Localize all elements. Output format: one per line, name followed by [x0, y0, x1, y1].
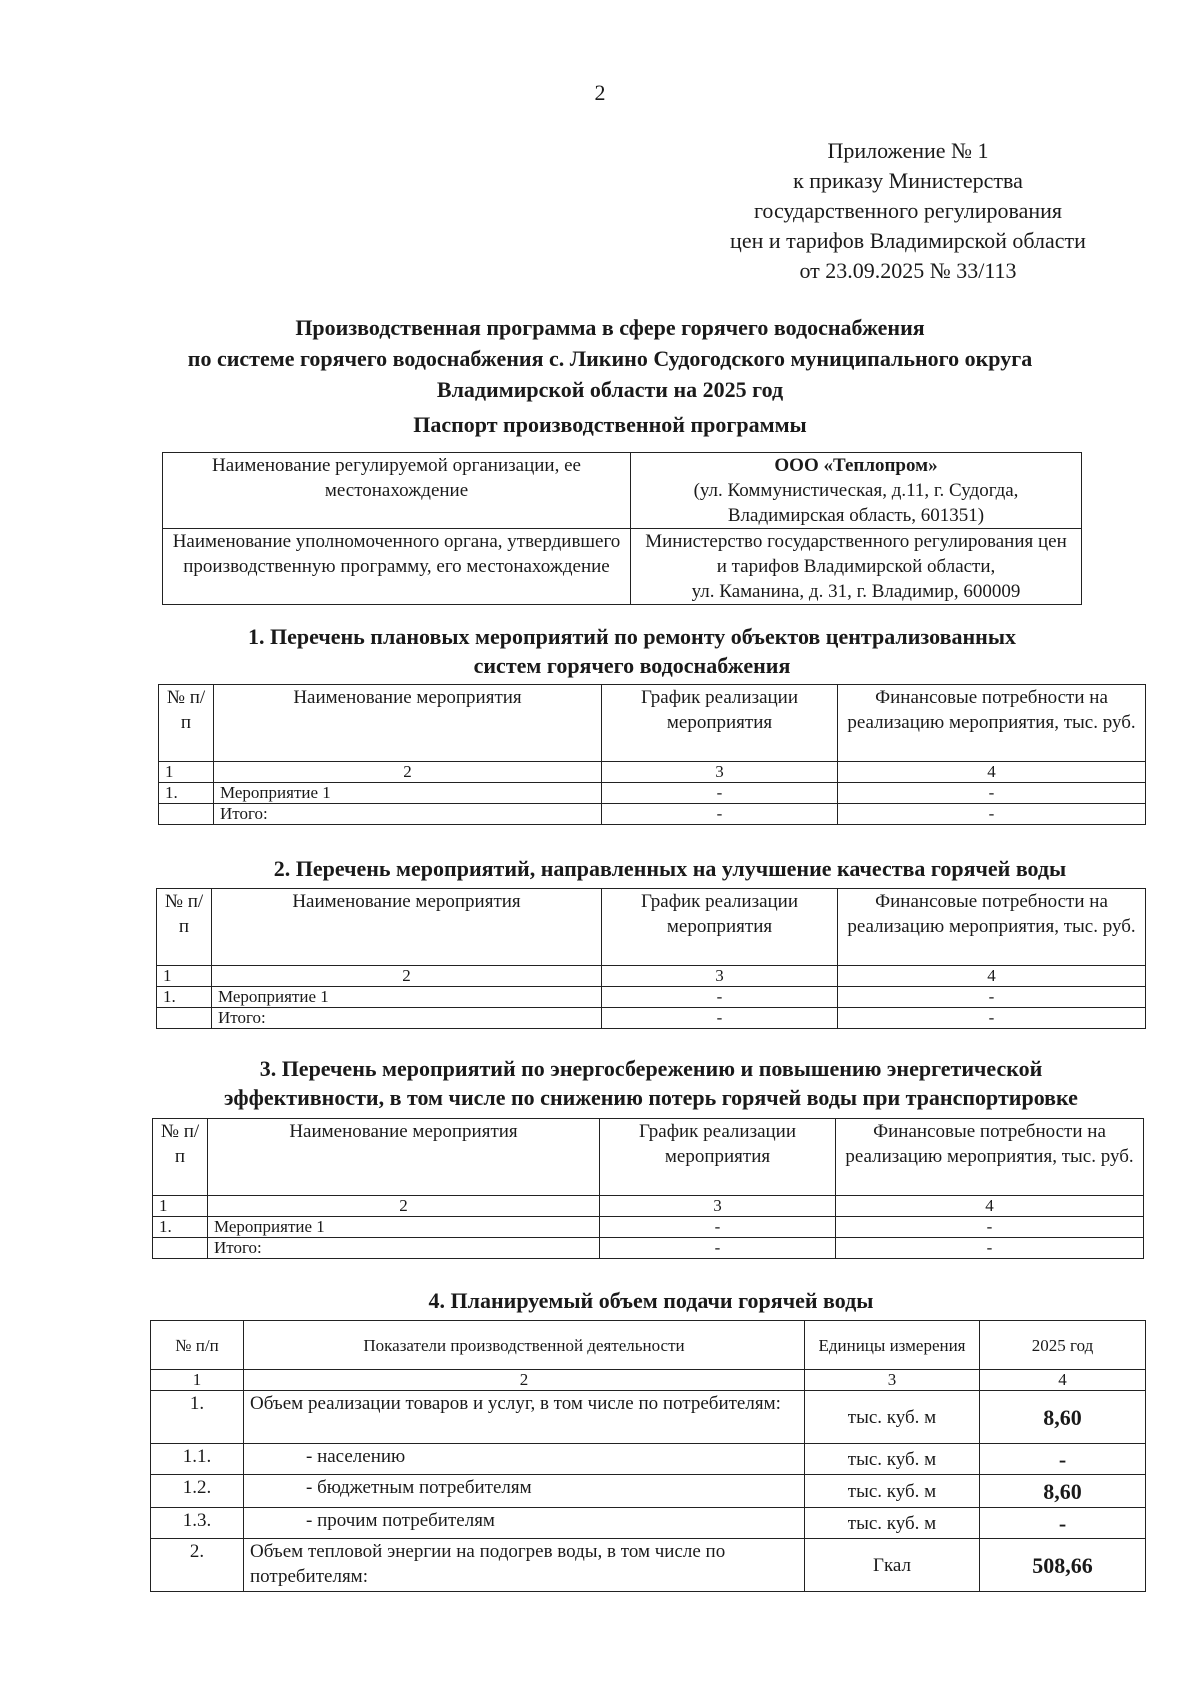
row-indicator: Объем реализации товаров и услуг, в том числе по потребителям:	[244, 1391, 805, 1444]
total-schedule: -	[602, 804, 838, 825]
col-name-header: Наименование мероприятия	[208, 1119, 600, 1196]
total-finance: -	[836, 1238, 1144, 1259]
col-name-header: Наименование мероприятия	[212, 889, 602, 966]
appendix-line: государственного регулирования	[753, 198, 1063, 223]
header-row	[153, 1119, 1144, 1196]
col-index: 4	[838, 966, 1146, 987]
row-unit: тыс. куб. м	[805, 1475, 980, 1508]
row-schedule: -	[602, 783, 838, 804]
row-value: 8,60	[980, 1475, 1146, 1508]
appendix-line: Приложение № 1	[827, 138, 989, 163]
row-indicator: - населению	[244, 1444, 805, 1475]
table-row	[157, 987, 1146, 1008]
col-index: 1	[157, 966, 212, 987]
row-indicator: Объем тепловой энергии на подогрев воды, в том числе по потребителям:	[244, 1539, 805, 1592]
row-finance: -	[838, 783, 1146, 804]
row-indicator: - прочим потребителям	[244, 1508, 805, 1539]
col-index: 1	[159, 762, 214, 783]
total-schedule: -	[602, 1008, 838, 1029]
col-num-header: № п/п	[153, 1119, 208, 1196]
section-title-line: систем горячего водоснабжения	[473, 653, 791, 678]
passport-value	[631, 453, 1082, 529]
row-unit: тыс. куб. м	[805, 1391, 980, 1444]
col-schedule-header: График реализации мероприятия	[602, 889, 838, 966]
row-num: 1.2.	[151, 1475, 244, 1508]
table-row	[151, 1539, 1146, 1592]
table-row	[153, 1217, 1144, 1238]
row-unit: тыс. куб. м	[805, 1444, 980, 1475]
column-number-row	[157, 966, 1146, 987]
row-value: 8,60	[980, 1391, 1146, 1444]
col-index: 2	[214, 762, 602, 783]
table-row	[151, 1391, 1146, 1444]
row-schedule: -	[602, 987, 838, 1008]
header-row	[151, 1321, 1146, 1370]
col-finance-header: Финансовые потребности на реализацию мероприятия, тыс. руб.	[838, 685, 1146, 762]
row-unit: тыс. куб. м	[805, 1508, 980, 1539]
org-address: (ул. Коммунистическая, д.11, г. Судогда,	[693, 480, 1019, 501]
row-num: 2.	[151, 1539, 244, 1592]
section4-table	[150, 1320, 1146, 1592]
row-num: 1.	[157, 987, 212, 1008]
passport-label: Наименование уполномоченного органа, утвердившего производственную программу, его местонахождение	[163, 529, 631, 605]
title-line: Владимирской области на 2025 год	[436, 377, 784, 402]
column-number-row	[159, 762, 1146, 783]
col-index: 3	[602, 762, 838, 783]
col-index: 4	[838, 762, 1146, 783]
col-schedule-header: График реализации мероприятия	[600, 1119, 836, 1196]
col-index: 4	[980, 1370, 1146, 1391]
appendix-line: от 23.09.2025 № 33/113	[799, 258, 1017, 283]
table-row	[151, 1444, 1146, 1475]
page-number: 2	[594, 80, 606, 105]
row-num: 1.	[151, 1391, 244, 1444]
section3-title	[156, 1054, 1146, 1112]
authority-line: Министерство государственного регулирования цен	[645, 531, 1067, 552]
passport-table	[162, 452, 1082, 605]
passport-value	[631, 529, 1082, 605]
passport-label: Наименование регулируемой организации, ее местонахождение	[163, 453, 631, 529]
col-index: 1	[151, 1370, 244, 1391]
section4-title: 4. Планируемый объем подачи горячей воды	[428, 1288, 874, 1313]
column-number-row	[153, 1196, 1144, 1217]
col-schedule-header: График реализации мероприятия	[602, 685, 838, 762]
total-schedule: -	[600, 1238, 836, 1259]
total-row	[153, 1238, 1144, 1259]
row-finance: -	[836, 1217, 1144, 1238]
col-index: 3	[600, 1196, 836, 1217]
section1-title	[162, 622, 1102, 680]
appendix-block	[678, 136, 1138, 286]
section-title-line: 3. Перечень мероприятий по энергосбережению и повышению энергетической	[259, 1056, 1043, 1081]
total-label: Итого:	[208, 1238, 600, 1259]
section-title-line: 1. Перечень плановых мероприятий по ремонту объектов централизованных	[248, 624, 1016, 649]
row-value: -	[980, 1444, 1146, 1475]
col-year-header: 2025 год	[980, 1321, 1146, 1370]
row-num	[159, 804, 214, 825]
passport-row	[163, 453, 1082, 529]
col-index: 3	[602, 966, 838, 987]
header-row	[157, 889, 1146, 966]
total-row	[157, 1008, 1146, 1029]
row-name: Мероприятие 1	[214, 783, 602, 804]
org-name: ООО «Теплопром»	[774, 455, 938, 476]
table-row	[159, 783, 1146, 804]
total-finance: -	[838, 804, 1146, 825]
col-index: 1	[153, 1196, 208, 1217]
row-num: 1.	[153, 1217, 208, 1238]
org-address: Владимирская область, 601351)	[727, 505, 985, 526]
row-schedule: -	[600, 1217, 836, 1238]
total-finance: -	[838, 1008, 1146, 1029]
total-label: Итого:	[214, 804, 602, 825]
total-label: Итого:	[212, 1008, 602, 1029]
appendix-line: к приказу Министерства	[793, 168, 1023, 193]
passport-heading: Паспорт производственной программы	[413, 412, 807, 437]
row-name: Мероприятие 1	[208, 1217, 600, 1238]
row-num: 1.	[159, 783, 214, 804]
appendix-line: цен и тарифов Владимирской области	[730, 228, 1086, 253]
col-index: 2	[212, 966, 602, 987]
col-indicator-header: Показатели производственной деятельности	[244, 1321, 805, 1370]
col-name-header: Наименование мероприятия	[214, 685, 602, 762]
column-number-row	[151, 1370, 1146, 1391]
row-num: 1.3.	[151, 1508, 244, 1539]
section-title-line: эффективности, в том числе по снижению потерь горячей воды при транспортировке	[224, 1085, 1078, 1110]
table-row	[151, 1508, 1146, 1539]
section2-table	[156, 888, 1146, 1029]
row-num	[153, 1238, 208, 1259]
row-num	[157, 1008, 212, 1029]
section1-table	[158, 684, 1146, 825]
section3-table	[152, 1118, 1144, 1259]
col-index: 3	[805, 1370, 980, 1391]
row-name: Мероприятие 1	[212, 987, 602, 1008]
col-index: 2	[244, 1370, 805, 1391]
row-indicator: - бюджетным потребителям	[244, 1475, 805, 1508]
col-num-header: № п/п	[151, 1321, 244, 1370]
row-value: 508,66	[980, 1539, 1146, 1592]
col-finance-header: Финансовые потребности на реализацию мероприятия, тыс. руб.	[838, 889, 1146, 966]
document-title	[150, 312, 1070, 405]
authority-line: ул. Каманина, д. 31, г. Владимир, 600009	[691, 581, 1021, 602]
row-finance: -	[838, 987, 1146, 1008]
authority-line: и тарифов Владимирской области,	[716, 556, 996, 577]
row-num: 1.1.	[151, 1444, 244, 1475]
header-row	[159, 685, 1146, 762]
table-row	[151, 1475, 1146, 1508]
col-index: 4	[836, 1196, 1144, 1217]
passport-row	[163, 529, 1082, 605]
col-finance-header: Финансовые потребности на реализацию мероприятия, тыс. руб.	[836, 1119, 1144, 1196]
col-units-header: Единицы измерения	[805, 1321, 980, 1370]
title-line: Производственная программа в сфере горячего водоснабжения	[295, 315, 925, 340]
row-value: -	[980, 1508, 1146, 1539]
col-num-header: № п/п	[159, 685, 214, 762]
col-num-header: № п/п	[157, 889, 212, 966]
title-line: по системе горячего водоснабжения с. Ликино Судогодского муниципального округа	[187, 346, 1033, 371]
total-row	[159, 804, 1146, 825]
section2-title: 2. Перечень мероприятий, направленных на улучшение качества горячей воды	[273, 856, 1067, 881]
col-index: 2	[208, 1196, 600, 1217]
row-unit: Гкал	[805, 1539, 980, 1592]
